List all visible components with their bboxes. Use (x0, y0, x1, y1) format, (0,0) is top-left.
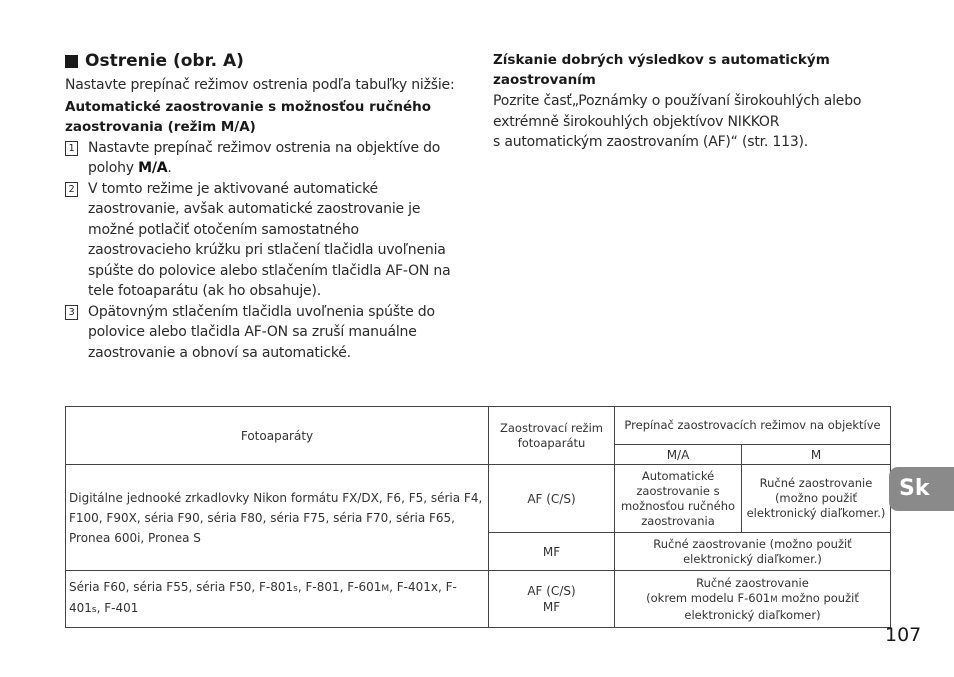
row2-value-b: (okrem modelu F-601 (646, 590, 771, 605)
header-m: M (742, 445, 891, 465)
row1b-value: Ručné zaostrovanie (možno použiť elektronický diaľkomer.) (615, 533, 891, 571)
header-lens-switch: Prepínač zaostrovacích režimov na objektíve (615, 407, 891, 445)
row1a-mode: AF (C/S) (489, 465, 615, 533)
step-1-text-post: . (167, 160, 172, 176)
row2-value-c: možno použiť (777, 590, 859, 605)
row1a-m: Ručné zaostrovanie (možno použiť elektronický diaľkomer.) (742, 465, 891, 533)
right-text-line-1: Pozrite časť„Poznámky o používaní širokouhlých alebo extrémně širokouhlých objektívov NIKKOR (493, 93, 862, 130)
row2-sub-s1: s (293, 584, 298, 594)
step-number-1: 1 (65, 141, 78, 156)
row2-cameras-c: , F-401x, F-401 (69, 580, 457, 615)
row1-cameras: Digitálne jednooké zrkadlovky Nikon formátu FX/DX, F6, F5, séria F4, F100, F90X, séria F90, séria F80, séria F75, séria F70, séria F65, Pronea 600i, Pronea S (66, 465, 489, 571)
row2-value-line-3: elektronický diaľkomer) (684, 607, 821, 622)
step-1-bold: M/A (138, 160, 168, 176)
step-2-text: V tomto režime je aktivované automatické zaostrovanie, avšak automatické zaostrovanie je možné potlačiť otočením samostatného zaostrovacieho krúžku pri stlačení tlačidla uvoľnenia spúšte do polovice alebo stlačením tlačidla AF-ON na tele fotoaparátu (ak ho obsahuje). (88, 180, 451, 299)
right-text-line-2: s automatickým zaostrovaním (AF)“ (str. 113). (493, 134, 809, 150)
step-1 (65, 138, 465, 179)
page-number: 107 (885, 624, 922, 646)
row2-value-line-1: Ručné zaostrovanie (696, 575, 809, 590)
right-heading: Získanie dobrých výsledkov s automatickým zaostrovaním (493, 52, 830, 88)
row2-cameras-a: Séria F60, séria F55, séria F50, F-801 (69, 580, 294, 594)
row2-sub-m1: M (381, 584, 390, 594)
step-number-2: 2 (65, 182, 78, 197)
row2-cameras (66, 571, 489, 628)
right-text (493, 91, 903, 153)
row2-cameras-d: , F-401 (96, 601, 139, 615)
row2-sub-s2: s (91, 605, 97, 615)
language-tab: Sk (889, 467, 954, 511)
row2-value-line-2 (618, 591, 887, 608)
right-column (493, 50, 903, 153)
row2-mode-mf: MF (542, 600, 561, 614)
section-heading-text: Ostrenie (obr. A) (85, 51, 244, 71)
intro-text: Nastavte prepínač režimov ostrenia podľa tabuľky nižšie: (65, 77, 455, 93)
row1b-mode: MF (489, 533, 615, 571)
row1a-ma: Automatické zaostrovanie s možnosťou ručného zaostrovania (615, 465, 742, 533)
header-camera-mode: Zaostrovací režim fotoaparátu (489, 407, 615, 465)
row2-value (615, 571, 891, 628)
section-heading (65, 50, 465, 72)
left-column (65, 50, 465, 363)
step-1-text (88, 138, 465, 179)
focus-mode-table (65, 406, 891, 628)
square-bullet-icon (65, 55, 78, 68)
subheading: Automatické zaostrovanie s možnosťou ručného zaostrovania (režim M/A) (65, 98, 432, 135)
step-3 (65, 302, 465, 364)
row2-mode (489, 571, 615, 628)
header-ma: M/A (615, 445, 742, 465)
step-number-3: 3 (65, 305, 78, 320)
step-3-text: Opätovným stlačením tlačidla uvoľnenia spúšte do polovice alebo tlačidla AF-ON sa zruší manuálne zaostrovanie a obnoví sa automatické. (88, 303, 435, 361)
header-cameras: Fotoaparáty (66, 407, 489, 465)
row2-cameras-b: , F-801, F-601 (297, 580, 382, 594)
row2-mode-af: AF (C/S) (527, 584, 576, 598)
row2-value-sub-m: M (770, 594, 778, 605)
step-2 (65, 179, 465, 302)
step-1-text-pre: Nastavte prepínač režimov ostrenia na objektíve do polohy (88, 139, 441, 176)
